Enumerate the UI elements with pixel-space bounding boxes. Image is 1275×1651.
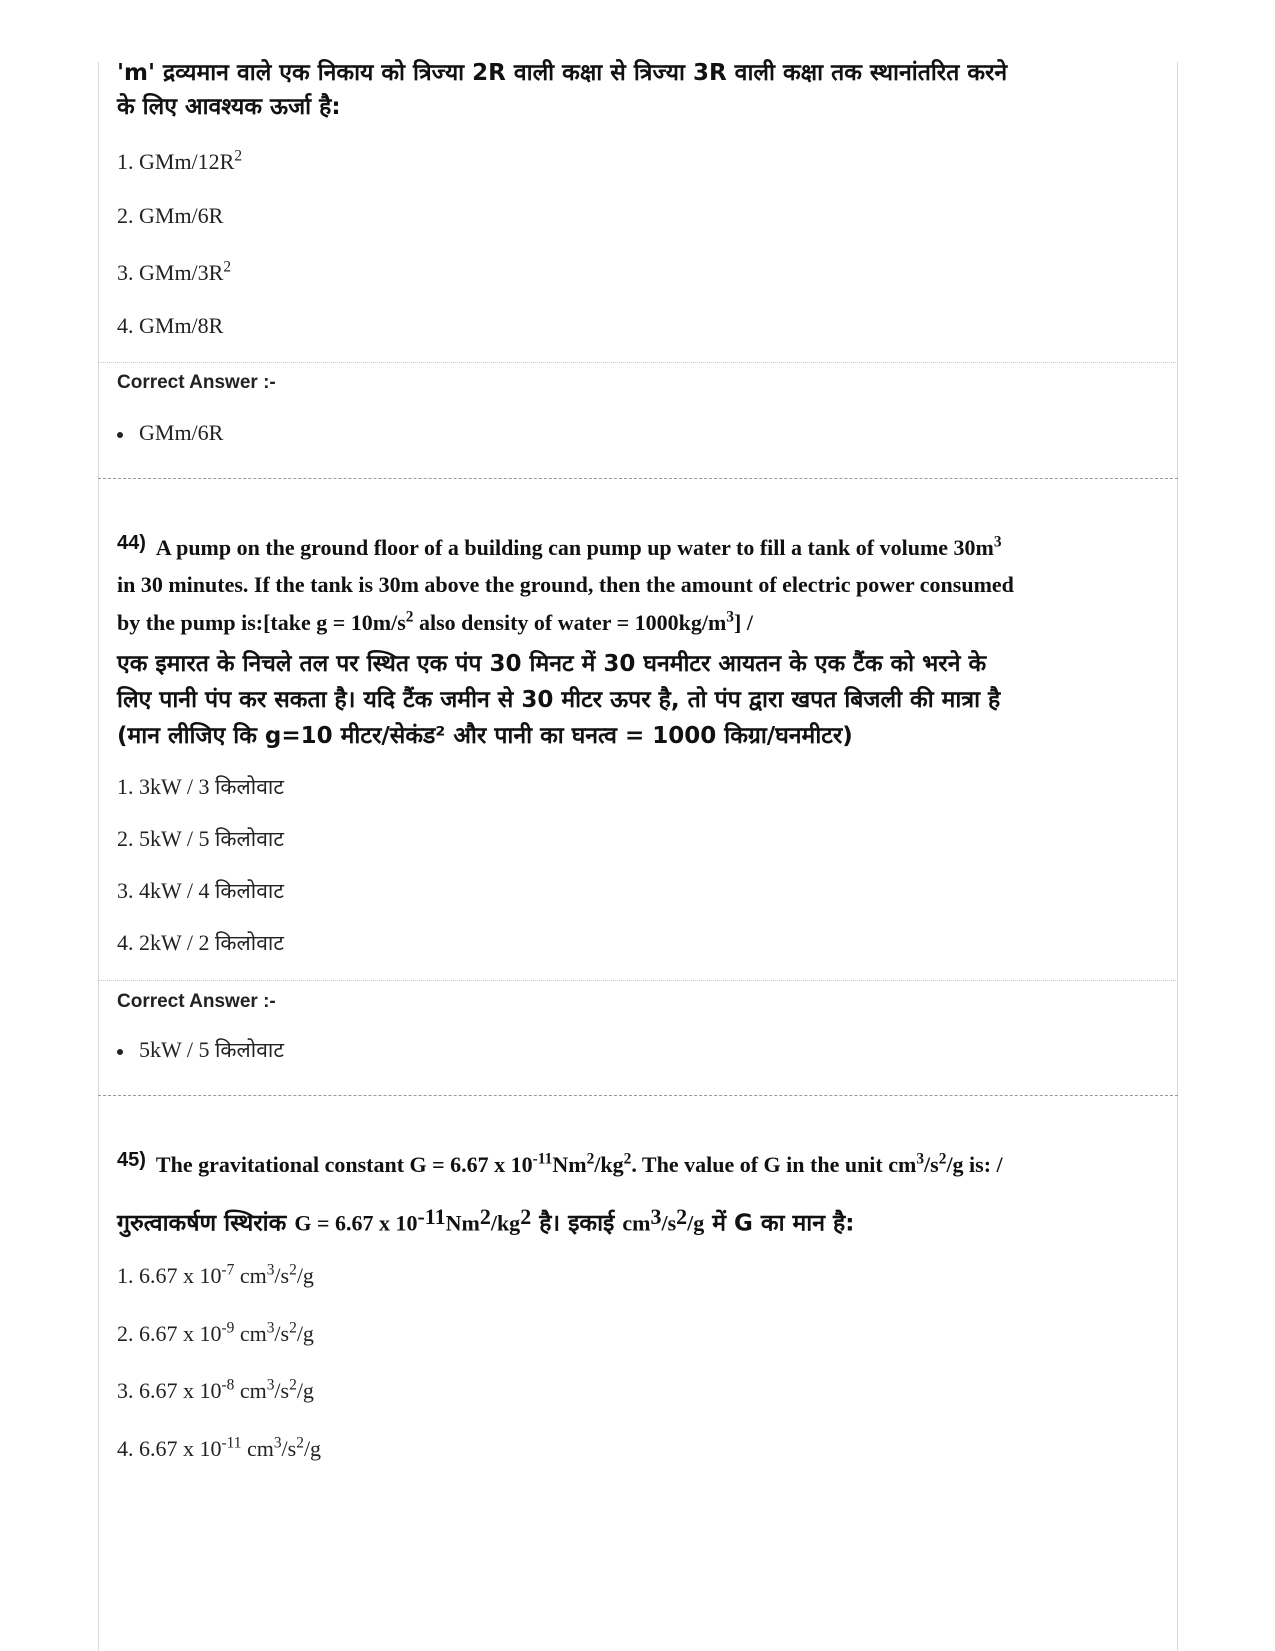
option-number: 3. xyxy=(117,260,134,285)
option-number: 4. xyxy=(117,1436,134,1461)
option-text-en: 2kW / 2 xyxy=(139,930,215,955)
q44-number: 44) xyxy=(117,532,146,554)
option-superscript: 2 xyxy=(223,258,232,276)
option-number: 4. xyxy=(117,930,134,955)
correct-answer-hi: किलोवाट xyxy=(214,1038,284,1062)
question-separator xyxy=(98,478,1178,479)
q44-question-en xyxy=(117,523,1167,640)
q43-option-2[interactable] xyxy=(117,201,223,231)
q44-en-line1: 44) A pump on the ground floor of a building can pump up water to fill a tank of volume $30m^3$ xyxy=(117,532,1002,560)
option-text: GMm/3R xyxy=(139,260,224,285)
option-text: GMm/12R xyxy=(139,149,235,174)
q43-option-1[interactable] xyxy=(117,147,242,177)
q43-correct-answer xyxy=(117,418,223,448)
q44-correct-answer-label: Correct Answer :- xyxy=(117,991,276,1012)
correct-answer-en: 5kW / 5 xyxy=(139,1037,215,1062)
divider xyxy=(98,980,1178,981)
option-number: 2. xyxy=(117,1321,134,1346)
q45-question-hi: गुरुत्वाकर्षण स्थिरांक G = 6.67 x $10^{-11}Nm^2/kg^2$ है। इकाई $cm^3/s^2/g$ में G का मान है: xyxy=(117,1204,855,1237)
option-text-en: 5kW / 5 xyxy=(139,826,215,851)
option-number: 1. xyxy=(117,149,134,174)
option-text-en: 3kW / 3 xyxy=(139,774,215,799)
q45-question-en: 45) The gravitational constant G = 6.67 x $10^{-11}Nm^2/kg^2$. The value of G in the unit $cm^3/s^2/g$ is: / xyxy=(117,1149,1003,1177)
bullet-icon xyxy=(117,432,123,438)
option-number: 4. xyxy=(117,313,134,338)
option-number: 2. xyxy=(117,826,134,851)
q44-en-line3: by the pump is:[take $g = 10m/s^2$ also density of water = $1000kg/m^3$] / xyxy=(117,608,753,635)
q45-option-4[interactable]: 4. 6.67 x $10^{-11}$ $cm^3/s^2/g$ xyxy=(117,1434,322,1461)
q43-correct-answer-label: Correct Answer :- xyxy=(117,372,276,393)
correct-answer-text: GMm/6R xyxy=(139,420,224,445)
q44-option-3[interactable] xyxy=(117,876,284,906)
q44-hi-line3: (मान लीजिए कि g=10 मीटर/सेकंड² और पानी का घनत्व = 1000 किग्रा/घनमीटर) xyxy=(117,723,853,749)
option-number: 1. xyxy=(117,774,134,799)
option-text: GMm/6R xyxy=(139,203,224,228)
option-number: 3. xyxy=(117,878,134,903)
q44-option-2[interactable] xyxy=(117,824,284,854)
q44-question-hi xyxy=(117,646,1167,754)
option-number: 3. xyxy=(117,1378,134,1403)
q43-option-4[interactable] xyxy=(117,311,223,341)
option-text-hi: किलोवाट xyxy=(214,827,284,851)
option-number: 1. xyxy=(117,1263,134,1288)
q44-option-4[interactable] xyxy=(117,928,284,958)
q45-option-2[interactable]: 2. 6.67 x $10^{-9}$ $cm^3/s^2/g$ xyxy=(117,1319,314,1346)
option-text-hi: किलोवाट xyxy=(214,931,284,955)
option-text-hi: किलोवाट xyxy=(214,879,284,903)
q43-question-line2: के लिए आवश्यक ऊर्जा है: xyxy=(117,94,341,120)
option-text-hi: किलोवाट xyxy=(214,775,284,799)
q44-correct-answer xyxy=(117,1035,284,1065)
q44-hi-line1: एक इमारत के निचले तल पर स्थित एक पंप 30 मिनट में 30 घनमीटर आयतन के एक टैंक को भरने के xyxy=(117,651,987,677)
q45-option-1[interactable]: 1. 6.67 x $10^{-7}$ $cm^3/s^2/g$ xyxy=(117,1261,314,1288)
q43-question-line1: 'm' द्रव्यमान वाले एक निकाय को त्रिज्या 2R वाली कक्षा से त्रिज्या 3R वाली कक्षा तक स्थानांतरित करने xyxy=(117,60,1008,86)
question-separator xyxy=(98,1095,1178,1096)
bullet-icon xyxy=(117,1049,123,1055)
option-number: 2. xyxy=(117,203,134,228)
option-text: GMm/8R xyxy=(139,313,224,338)
option-superscript: 2 xyxy=(234,147,243,165)
q45-option-3[interactable]: 3. 6.67 x $10^{-8}$ $cm^3/s^2/g$ xyxy=(117,1376,314,1403)
q44-en-line2: in 30 minutes. If the tank is 30m above the ground, then the amount of electric power consumed xyxy=(117,572,1014,597)
q44-hi-line2: लिए पानी पंप कर सकता है। यदि टैंक जमीन से 30 मीटर ऊपर है, तो पंप द्वारा खपत बिजली की मात्रा है xyxy=(117,687,1001,713)
page-frame xyxy=(98,62,1178,1651)
q45-number: 45) xyxy=(117,1149,146,1171)
q43-option-3[interactable] xyxy=(117,258,231,288)
q43-question-text xyxy=(117,56,1167,124)
q44-option-1[interactable] xyxy=(117,772,284,802)
divider xyxy=(98,362,1178,363)
option-text-en: 4kW / 4 xyxy=(139,878,215,903)
